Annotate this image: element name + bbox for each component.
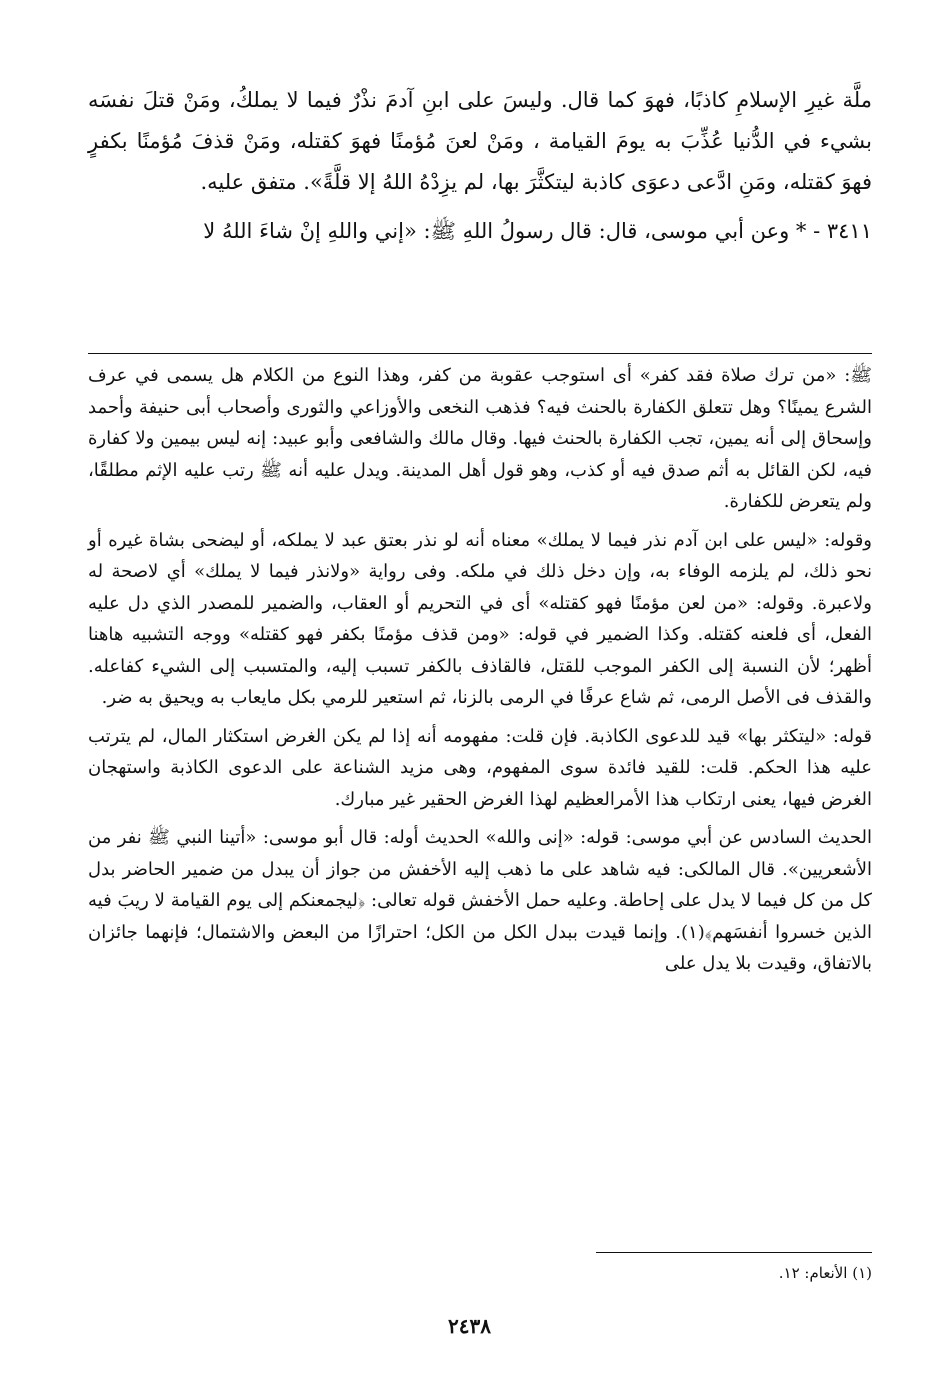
footnote: (١) الأنعام: ١٢. (778, 1264, 872, 1282)
hadith-3411: ٣٤١١ - * وعن أبي موسى، قال: قال رسولُ اللهِ ﷺ: «إني واللهِ إنْ شاءَ اللهُ لا (203, 219, 872, 243)
commentary-paragraph: قوله: «ليتكثر بها» قيد للدعوى الكاذبة. فإن قلت: مفهومه أنه إذا لم يكن الغرض استكثار المال، لم يترتب عليه هذا الحكم. قلت: للقيد فائدة سوى المفهوم، وهى مزيد الشناعة على الدعوى الكاذبة واستهجان الغرض فيها، يعنى ارتكاب هذا الأمرالعظيم لهذا الغرض الحقير غير مبارك. (88, 725, 872, 810)
main-paragraph: ملَّة غيرِ الإسلامِ كاذبًا، فهوَ كما قال. وليسَ على ابنِ آدمَ نذْرٌ فيما لا يملكُ، ومَنْ قتلَ نفسَه بشيء في الدُّنيا عُذِّبَ به يومَ القيامة ، ومَنْ لعنَ مُؤمنًا فهوَ كقتله، ومَنْ قذفَ مُؤمنًا بكفرٍ فهوَ كقتله، ومَنِ ادَّعى دعوَى كاذبة ليتكثَّرَ بها، لم يزِدْهُ اللهُ إلا قلَّةً». متفق عليه. (88, 88, 872, 194)
commentary-paragraph: ﷺ: «من ترك صلاة فقد كفر» أى استوجب عقوبة من كفر، وهذا النوع من الكلام هل يسمى في عرف الشرع يمينًا؟ وهل تتعلق الكفارة بالحنث فيه؟ فذهب النخعى والأوزاعي والثورى وأصحاب أبى حنيفة وأحمد وإسحاق إلى أنه يمين، تجب الكفارة بالحنث فيها. وقال مالك والشافعى وأبو عبيد: إنه ليس بيمين ولا كفارة فيه، لكن القائل به أثم صدق فيه أو كذب، وهو قول أهل المدينة. ويدل عليه أنه ﷺ رتب عليه الإثم مطلقًا، ولم يتعرض للكفارة. (88, 365, 872, 512)
section-divider (88, 353, 872, 354)
main-text (88, 80, 872, 252)
commentary-paragraph: وقوله: «ليس على ابن آدم نذر فيما لا يملك» معناه أنه لو نذر بعتق عبد لا يملكه، أو ليضحى بشاة غيره أو نحو ذلك، لم يلزمه الوفاء به، وإن دخل ذلك في ملكه. وفى رواية «ولانذر فيما لا يملك» أي لاصحة له ولاعبرة. وقوله: «من لعن مؤمنًا فهو كقتله» أى في التحريم أو العقاب، والضمير للمصدر الذي دل عليه الفعل، أى فلعنه كقتله. وكذا الضمير في قوله: «ومن قذف مؤمنًا بكفر فهو كقتله» ووجه التشبيه هاهنا أظهر؛ لأن النسبة إلى الكفر الموجب للقتل، فالقاذف بالكفر تسبب إليه، والمتسبب إلى الشيء كفاعله. والقذف فى الأصل الرمى، ثم شاع عرفًا في الرمى بالزنا، ثم استعير للرمي بكل مايعاب به ويحيق به ضر. (88, 529, 872, 708)
commentary-paragraph: الحديث السادس عن أبي موسى: قوله: «إنى والله» الحديث أوله: قال أبو موسى: «أتينا النبي ﷺ نفر من الأشعريين». قال المالكى: فيه شاهد على ما ذهب إليه الأخفش من جواز أن يبدل من ضمير الحاضر بدل كل من كل فيما لا يدل على إحاطة. وعليه حمل الأخفش قوله تعالى: ﴿ليجمعنكم إلى يوم القيامة لا ريبَ فيه الذين خسروا أنفسَهم﴾(١). وإنما قيدت ببدل الكل من الكل؛ احترازًا من البعض والاشتمال؛ فإنهما جائزان بالاتفاق، وقيدت بلا يدل على (88, 827, 872, 974)
page-number: ٢٤٣٨ (448, 1314, 491, 1338)
commentary (88, 360, 872, 987)
footnote-divider (596, 1252, 872, 1253)
